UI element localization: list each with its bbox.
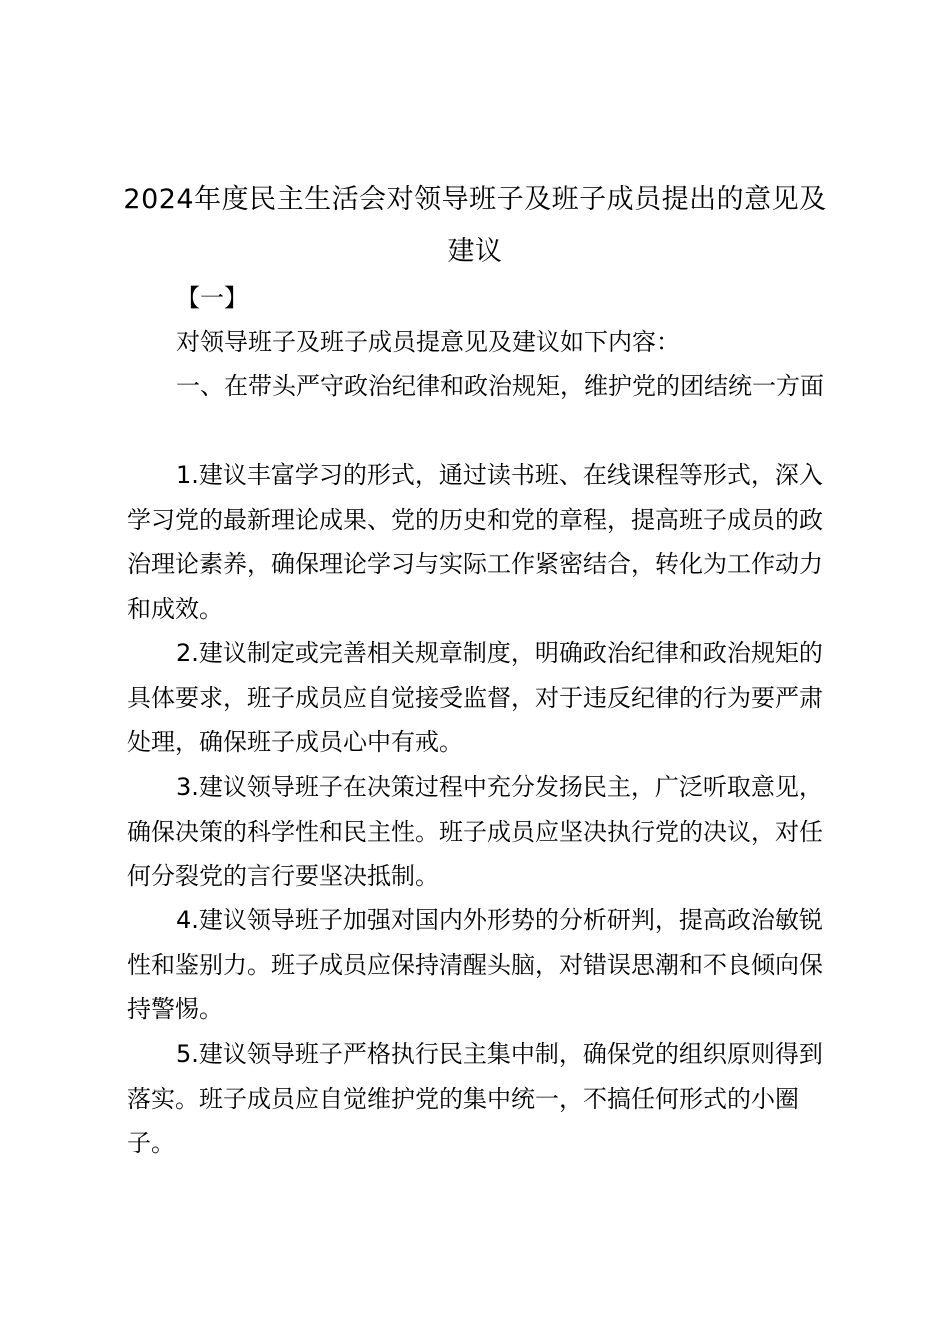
list-item: 4.建议领导班子加强对国内外形势的分析研判，提高政治敏锐性和鉴别力。班子成员应保持清醒头脑，对错误思潮和不良倾向保持警惕。 [127, 906, 823, 1023]
document-title: 2024年度民主生活会对领导班子及班子成员提出的意见及建议 [123, 184, 827, 267]
list-item: 3.建议领导班子在决策过程中充分发扬民主，广泛听取意见，确保决策的科学性和民主性。班子成员应坚决执行党的决议，对任何分裂党的言行要坚决抵制。 [127, 773, 823, 890]
list-item: 1.建议丰富学习的形式，通过读书班、在线课程等形式，深入学习党的最新理论成果、党的历史和党的章程，提高班子成员的政治理论素养，确保理论学习与实际工作紧密结合，转化为工作动力和成效。 [127, 461, 823, 623]
list-item: 2.建议制定或完善相关规章制度，明确政治纪律和政治规矩的具体要求，班子成员应自觉接受监督，对于违反纪律的行为要严肃处理，确保班子成员心中有戒。 [127, 639, 823, 756]
section-heading: 一、在带头严守政治纪律和政治规矩，维护党的团结统一方面 [176, 372, 824, 400]
section-label: 【一】 [176, 284, 248, 312]
list-item: 5.建议领导班子严格执行民主集中制，确保党的组织原则得到落实。班子成员应自觉维护党的集中统一，不搞任何形式的小圈子。 [127, 1040, 823, 1157]
intro-paragraph: 对领导班子及班子成员提意见及建议如下内容： [176, 328, 680, 356]
